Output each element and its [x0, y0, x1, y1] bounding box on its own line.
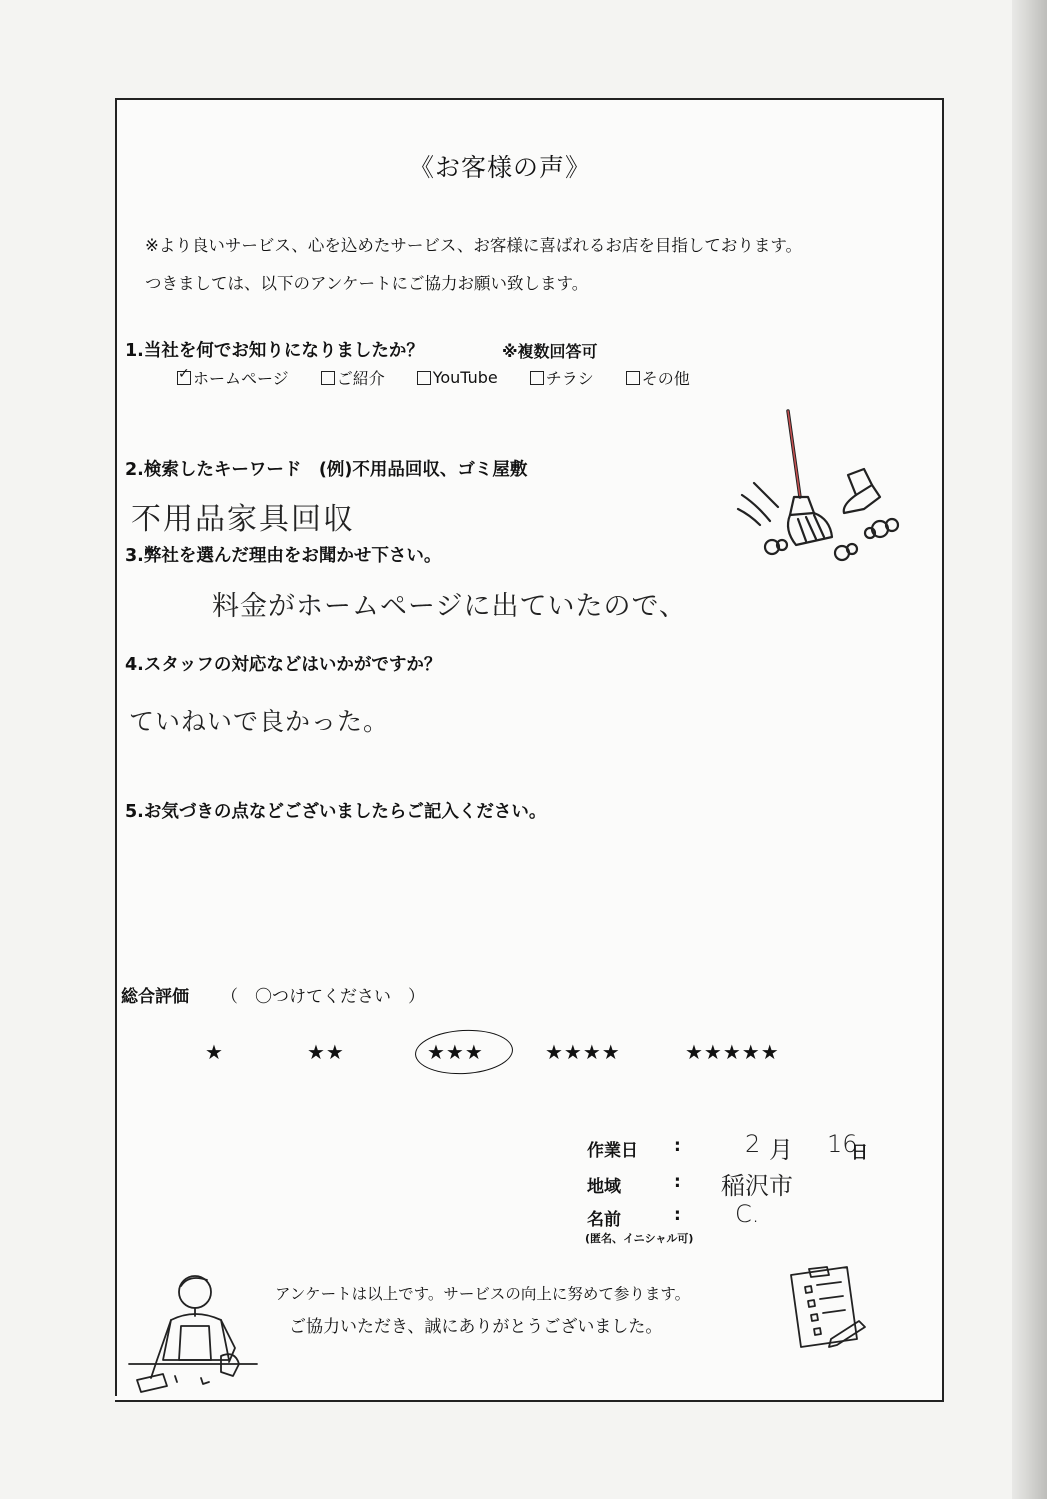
scan-edge-shadow — [1012, 0, 1047, 1499]
area-label: 地域 — [587, 1177, 621, 1197]
rating-hint: （ 〇つけてください ） — [221, 987, 425, 1007]
option-label: ホームページ — [193, 369, 289, 388]
rating-2-star[interactable]: ★★ — [307, 1040, 345, 1064]
option-label: チラシ — [545, 369, 594, 388]
date-day-unit: 日 — [851, 1143, 868, 1163]
name-label: 名前 — [587, 1210, 621, 1230]
date-label: 作業日 — [587, 1141, 638, 1161]
checkbox[interactable] — [417, 371, 431, 385]
checkbox[interactable] — [321, 371, 335, 385]
q1-label: 1.当社を何でお知りになりましたか？ — [125, 341, 424, 361]
date-day-value: 16 — [827, 1130, 858, 1158]
checkbox[interactable] — [626, 371, 640, 385]
clipboard-pencil-icon — [773, 1263, 873, 1357]
option-other[interactable] — [626, 366, 690, 389]
checkbox-checked[interactable] — [177, 371, 191, 385]
name-note: (匿名、イニシャル可) — [585, 1232, 694, 1245]
rating-4-star[interactable]: ★★★★ — [545, 1040, 621, 1064]
q5-label: 5.お気づきの点などございましたらご記入ください。 — [125, 802, 547, 822]
name-colon: : — [674, 1205, 681, 1225]
rating-label: 総合評価 — [121, 987, 189, 1007]
date-colon: : — [674, 1136, 681, 1156]
name-value: C. — [735, 1200, 760, 1228]
intro-line-2: つきましては、以下のアンケートにご協力お願い致します。 — [145, 274, 589, 293]
option-homepage[interactable] — [177, 366, 289, 389]
option-youtube[interactable] — [417, 366, 498, 389]
option-referral[interactable] — [321, 366, 385, 389]
q3-label: 3.弊社を選んだ理由をお聞かせ下さい。 — [125, 546, 442, 566]
cleaner-person-icon — [123, 1268, 263, 1402]
checkbox[interactable] — [530, 371, 544, 385]
page-title: 《お客様の声》 — [409, 153, 592, 182]
option-flyer[interactable] — [530, 366, 594, 389]
date-month-unit: 月 — [769, 1136, 793, 1164]
survey-sheet — [115, 98, 944, 1402]
q2-label: 2.検索したキーワード (例)不用品回収、ゴミ屋敷 — [125, 460, 528, 480]
q4-answer-handwritten: ていねいで良かった。 — [129, 707, 390, 736]
q5-answer-area[interactable] — [125, 835, 925, 955]
date-month-value: 2 — [745, 1130, 761, 1158]
rating-1-star[interactable]: ★ — [205, 1040, 224, 1064]
q2-answer-handwritten: 不用品家具回収 — [131, 502, 355, 537]
outro-line-2: ご協力いただき、誠にありがとうございました。 — [289, 1317, 663, 1337]
q4-label: 4.スタッフの対応などはいかがですか？ — [125, 655, 442, 675]
rating-5-star[interactable]: ★★★★★ — [685, 1040, 780, 1064]
area-value: 稲沢市 — [721, 1172, 793, 1200]
option-label: ご紹介 — [336, 369, 385, 388]
q1-note: ※複数回答可 — [502, 342, 598, 361]
broom-dustpan-icon — [732, 405, 902, 569]
rating-3-star[interactable]: ★★★ — [427, 1040, 484, 1064]
outro-line-1: アンケートは以上です。サービスの向上に努めて参ります。 — [275, 1285, 691, 1303]
area-colon: : — [674, 1172, 681, 1192]
rating-selected-circle — [414, 1027, 514, 1076]
q1-options — [177, 366, 722, 389]
q3-answer-handwritten: 料金がホームページに出ていたので、 — [212, 591, 687, 622]
option-label: YouTube — [432, 368, 498, 387]
option-label: その他 — [641, 369, 690, 388]
intro-line-1: ※より良いサービス、心を込めたサービス、お客様に喜ばれるお店を目指しております。 — [145, 236, 802, 255]
